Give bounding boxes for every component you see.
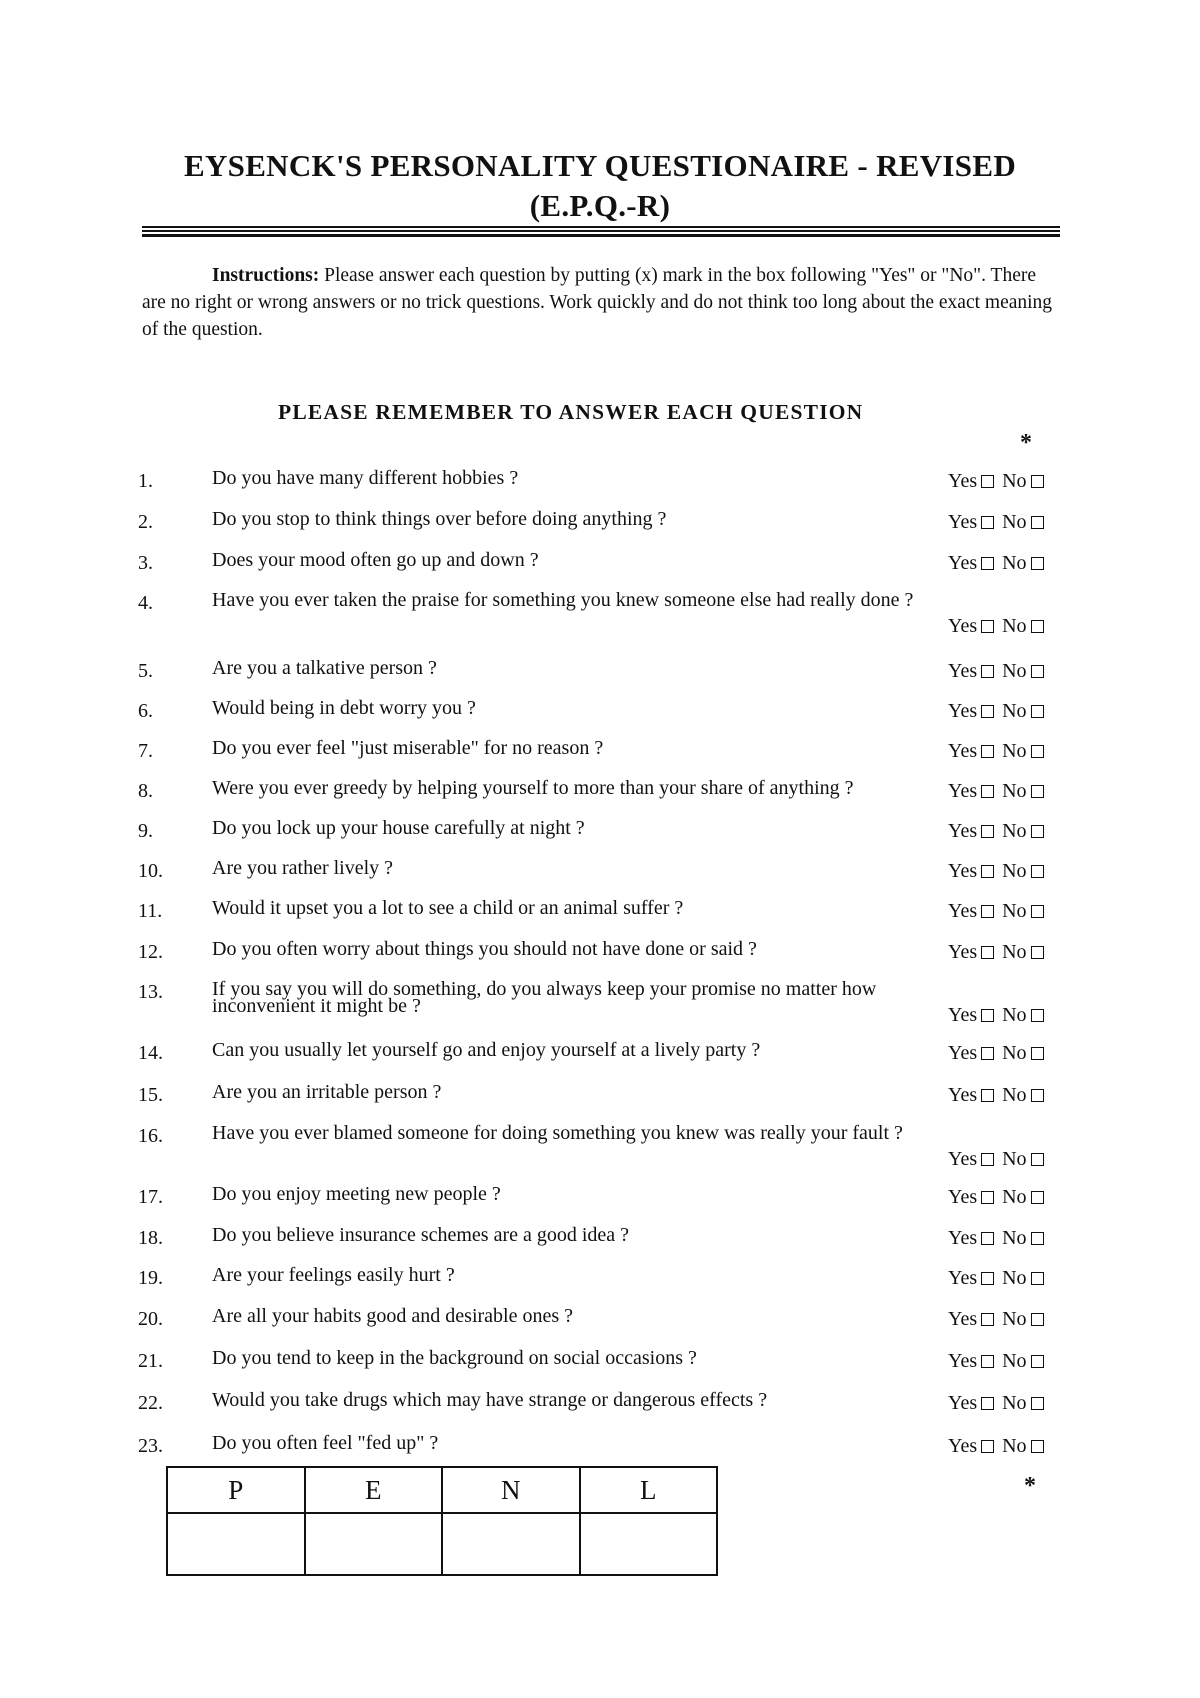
no-checkbox[interactable] [1031,1272,1044,1285]
question-number: 17. [138,1186,163,1208]
question-text: Are your feelings easily hurt ? [212,1264,455,1286]
score-table [166,1466,718,1576]
question-number: 8. [138,780,153,802]
question-text: If you say you will do something, do you always keep your promise no matter how inconvenient it might be ? [212,978,877,1017]
no-label: No [1002,511,1027,533]
no-checkbox[interactable] [1031,1047,1044,1060]
question-number: 5. [138,660,153,682]
no-label: No [1002,1350,1027,1372]
score-cell-p[interactable] [167,1513,305,1575]
no-checkbox[interactable] [1031,745,1044,758]
instructions-paragraph [142,262,1060,343]
yes-label: Yes [948,1084,978,1106]
question-number: 4. [138,592,153,614]
no-checkbox[interactable] [1031,665,1044,678]
no-label: No [1002,552,1027,574]
score-table-value-row [167,1513,717,1575]
yes-checkbox[interactable] [981,1313,994,1326]
answer-options [948,511,1078,534]
no-checkbox[interactable] [1031,620,1044,633]
question-text: Are you a talkative person ? [212,657,437,679]
no-checkbox[interactable] [1031,1440,1044,1453]
answer-options [948,900,1078,923]
no-checkbox[interactable] [1031,1009,1044,1022]
question-text: Would being in debt worry you ? [212,697,476,719]
question-text: Are all your habits good and desirable ones ? [212,1305,574,1327]
answer-options [948,1350,1078,1373]
asterisk-marker-top: * [1020,430,1032,456]
yes-checkbox[interactable] [981,1089,994,1102]
yes-checkbox[interactable] [981,516,994,529]
question-text: Do you tend to keep in the background on social occasions ? [212,1347,697,1369]
title-rule-top [142,226,1060,228]
title-rule-middle [142,230,1060,232]
answer-options [948,1186,1078,1209]
instructions-text: Please answer each question by putting (x) mark in the box following "Yes" or "No". There are no right or wrong answers or no trick questions. Work quickly and do not think too long about the exact meaning of the question. [142,265,1053,340]
question-text: Do you stop to think things over before doing anything ? [212,508,667,530]
question-number: 11. [138,900,163,922]
answer-options [948,700,1078,723]
answer-options [948,860,1078,883]
yes-label: Yes [948,941,978,963]
question-text: Do you often worry about things you should not have done or said ? [212,938,757,960]
no-label: No [1002,1308,1027,1330]
yes-checkbox[interactable] [981,1232,994,1245]
no-label: No [1002,470,1027,492]
answer-options [948,740,1078,763]
question-number: 9. [138,820,153,842]
question-number: 23. [138,1435,163,1457]
yes-checkbox[interactable] [981,1009,994,1022]
yes-checkbox[interactable] [981,705,994,718]
yes-checkbox[interactable] [981,665,994,678]
no-checkbox[interactable] [1031,705,1044,718]
yes-label: Yes [948,1042,978,1064]
instructions-label: Instructions: [212,265,320,286]
asterisk-marker-bottom: * [1024,1473,1036,1499]
answer-options [948,660,1078,683]
yes-checkbox[interactable] [981,1153,994,1166]
question-number: 7. [138,740,153,762]
no-checkbox[interactable] [1031,1355,1044,1368]
no-checkbox[interactable] [1031,1191,1044,1204]
question-text: Would you take drugs which may have strange or dangerous effects ? [212,1389,768,1411]
question-text: Were you ever greedy by helping yourself to more than your share of anything ? [212,777,854,799]
yes-label: Yes [948,1148,978,1170]
reminder-heading: PLEASE REMEMBER TO ANSWER EACH QUESTION [278,400,864,424]
question-number: 6. [138,700,153,722]
yes-checkbox[interactable] [981,1272,994,1285]
score-header-e: E [305,1467,443,1513]
question-number: 22. [138,1392,163,1414]
question-number: 3. [138,552,153,574]
answer-options [948,1435,1078,1458]
no-label: No [1002,1435,1027,1457]
score-table-header-row [167,1467,717,1513]
yes-checkbox[interactable] [981,1440,994,1453]
page-title [140,146,1060,226]
no-checkbox[interactable] [1031,1232,1044,1245]
no-label: No [1002,1392,1027,1414]
yes-label: Yes [948,1308,978,1330]
yes-label: Yes [948,1267,978,1289]
yes-label: Yes [948,1350,978,1372]
answer-options [948,1084,1078,1107]
score-header-n: N [442,1467,580,1513]
answer-options [948,820,1078,843]
question-text: Does your mood often go up and down ? [212,549,539,571]
no-label: No [1002,700,1027,722]
yes-label: Yes [948,740,978,762]
yes-label: Yes [948,1004,978,1026]
title-rule-bottom [142,234,1060,237]
no-label: No [1002,1186,1027,1208]
question-number: 10. [138,860,163,882]
answer-options [948,1042,1078,1065]
no-checkbox[interactable] [1031,1153,1044,1166]
no-checkbox[interactable] [1031,475,1044,488]
no-checkbox[interactable] [1031,1397,1044,1410]
no-label: No [1002,1148,1027,1170]
yes-checkbox[interactable] [981,1047,994,1060]
answer-options [948,470,1078,493]
no-checkbox[interactable] [1031,825,1044,838]
answer-options [948,615,1078,638]
no-label: No [1002,860,1027,882]
yes-label: Yes [948,1392,978,1414]
yes-label: Yes [948,552,978,574]
yes-label: Yes [948,615,978,637]
no-checkbox[interactable] [1031,785,1044,798]
yes-label: Yes [948,1435,978,1457]
yes-checkbox[interactable] [981,745,994,758]
yes-checkbox[interactable] [981,620,994,633]
no-label: No [1002,941,1027,963]
score-cell-l[interactable] [580,1513,718,1575]
answer-options [948,1308,1078,1331]
no-label: No [1002,740,1027,762]
question-number: 20. [138,1308,163,1330]
yes-label: Yes [948,1186,978,1208]
question-text: Are you rather lively ? [212,857,394,879]
question-number: 14. [138,1042,163,1064]
score-header-l: L [580,1467,718,1513]
yes-checkbox[interactable] [981,475,994,488]
yes-label: Yes [948,470,978,492]
yes-label: Yes [948,820,978,842]
no-label: No [1002,615,1027,637]
no-checkbox[interactable] [1031,1089,1044,1102]
no-checkbox[interactable] [1031,905,1044,918]
question-text: Have you ever taken the praise for something you knew someone else had really done ? [212,589,914,611]
yes-checkbox[interactable] [981,1191,994,1204]
no-label: No [1002,900,1027,922]
score-cell-n[interactable] [442,1513,580,1575]
question-number: 18. [138,1227,163,1249]
question-number: 21. [138,1350,163,1372]
question-text: Can you usually let yourself go and enjoy yourself at a lively party ? [212,1039,761,1061]
yes-checkbox[interactable] [981,825,994,838]
question-number: 13. [138,981,163,1003]
yes-label: Yes [948,660,978,682]
answer-options [948,1004,1078,1027]
no-checkbox[interactable] [1031,557,1044,570]
question-number: 19. [138,1267,163,1289]
question-number: 12. [138,941,163,963]
no-label: No [1002,820,1027,842]
no-label: No [1002,1227,1027,1249]
yes-checkbox[interactable] [981,557,994,570]
no-label: No [1002,1004,1027,1026]
title-line-1: EYSENCK'S PERSONALITY QUESTIONAIRE - REVISED [183,148,1017,183]
yes-checkbox[interactable] [981,785,994,798]
no-label: No [1002,1084,1027,1106]
question-number: 2. [138,511,153,533]
no-checkbox[interactable] [1031,516,1044,529]
yes-label: Yes [948,900,978,922]
question-text: Would it upset you a lot to see a child or an animal suffer ? [212,897,684,919]
yes-checkbox[interactable] [981,946,994,959]
answer-options [948,1227,1078,1250]
question-text: Are you an irritable person ? [212,1081,442,1103]
yes-label: Yes [948,700,978,722]
no-label: No [1002,1042,1027,1064]
answer-options [948,780,1078,803]
yes-label: Yes [948,780,978,802]
yes-checkbox[interactable] [981,1355,994,1368]
no-checkbox[interactable] [1031,946,1044,959]
question-text: Do you often feel "fed up" ? [212,1432,439,1454]
yes-label: Yes [948,860,978,882]
question-text: Do you ever feel "just miserable" for no reason ? [212,737,604,759]
yes-label: Yes [948,511,978,533]
answer-options [948,1148,1078,1171]
score-header-p: P [167,1467,305,1513]
question-text: Have you ever blamed someone for doing something you knew was really your fault ? [212,1122,903,1144]
answer-options [948,1392,1078,1415]
no-checkbox[interactable] [1031,1313,1044,1326]
yes-label: Yes [948,1227,978,1249]
question-text: Do you lock up your house carefully at night ? [212,817,585,839]
yes-checkbox[interactable] [981,865,994,878]
title-line-2: (E.P.Q.-R) [529,188,671,223]
yes-checkbox[interactable] [981,905,994,918]
question-number: 16. [138,1125,163,1147]
yes-checkbox[interactable] [981,1397,994,1410]
no-label: No [1002,780,1027,802]
no-label: No [1002,1267,1027,1289]
question-text: Do you enjoy meeting new people ? [212,1183,501,1205]
question-text: Do you have many different hobbies ? [212,467,519,489]
question-number: 1. [138,470,153,492]
answer-options [948,552,1078,575]
no-label: No [1002,660,1027,682]
question-number: 15. [138,1084,163,1106]
answer-options [948,1267,1078,1290]
answer-options [948,941,1078,964]
no-checkbox[interactable] [1031,865,1044,878]
question-text: Do you believe insurance schemes are a good idea ? [212,1224,630,1246]
score-cell-e[interactable] [305,1513,443,1575]
